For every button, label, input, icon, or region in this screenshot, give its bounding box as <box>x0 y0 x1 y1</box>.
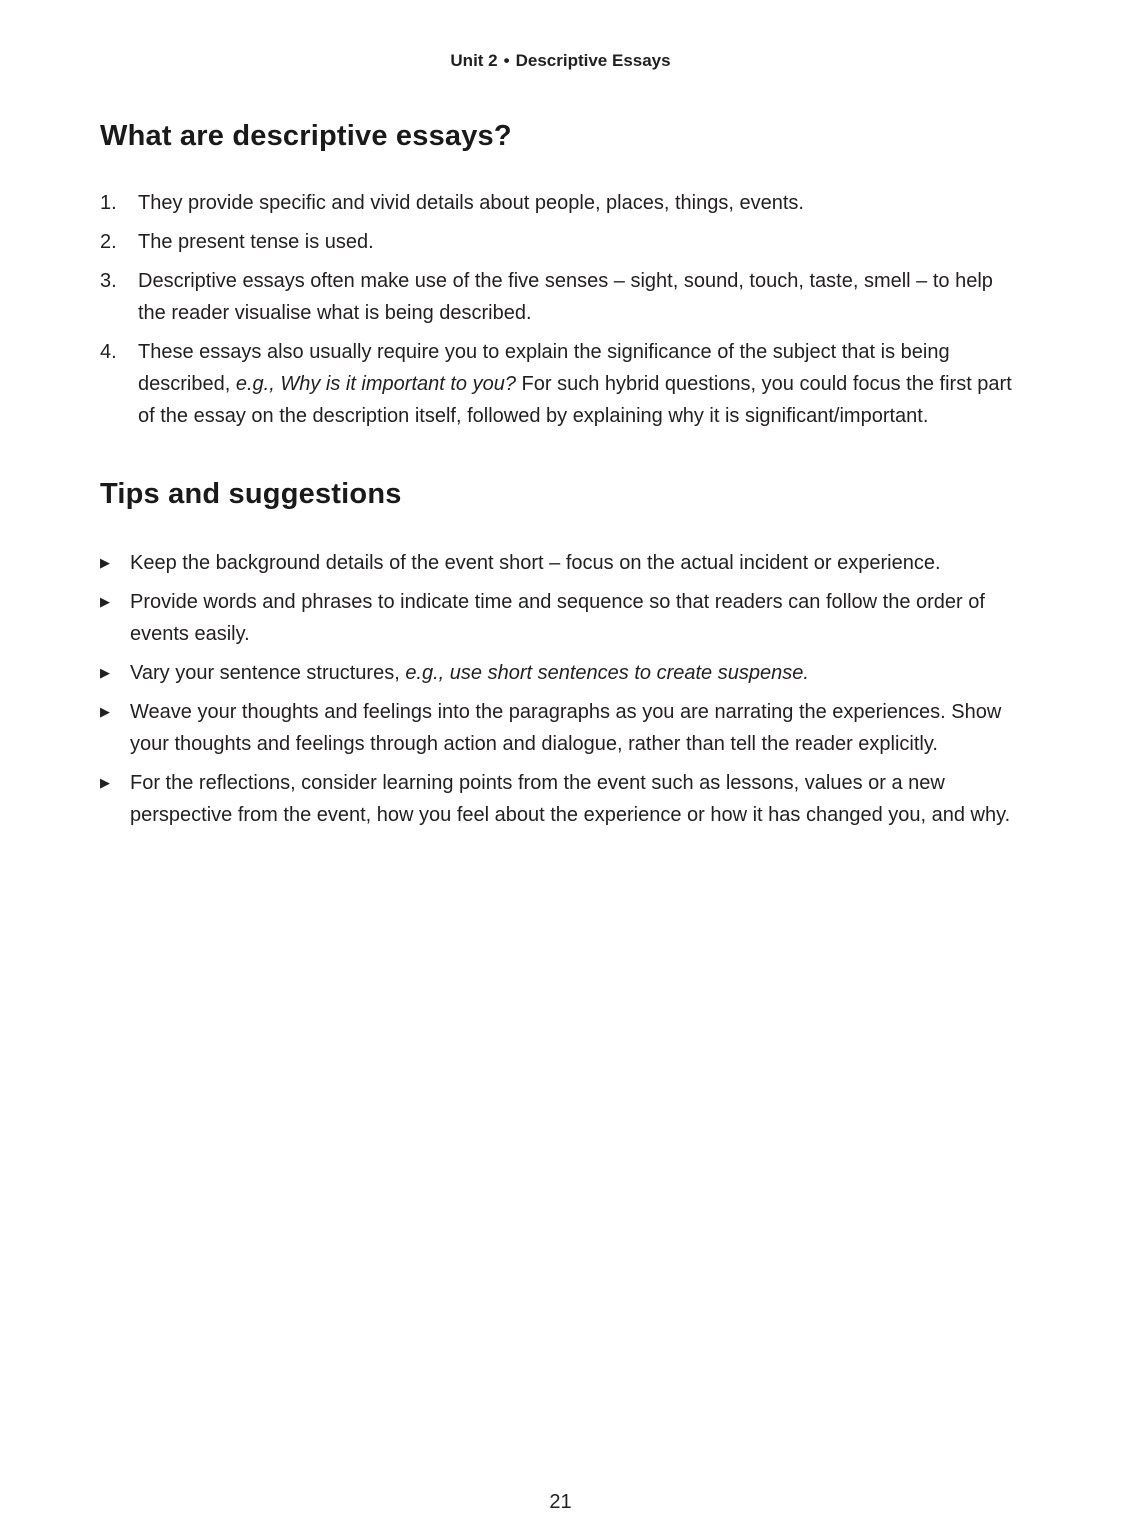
bullet-text <box>130 657 1021 689</box>
bullet-text-segment: Provide words and phrases to indicate time and sequence so that readers can follow the order of events easily. <box>130 591 985 645</box>
item-text-segment: Descriptive essays often make use of the five senses – sight, sound, touch, taste, smell – to help the reader visualise what is being described. <box>138 270 993 324</box>
header-title: Descriptive Essays <box>515 51 671 70</box>
list-item <box>100 187 1021 219</box>
bullet-text <box>130 586 1021 650</box>
item-text-segment: They provide specific and vivid details about people, places, things, events. <box>138 192 804 214</box>
item-number: 4. <box>100 341 117 363</box>
separator-bullet-icon: • <box>503 51 510 70</box>
item-text-segment: These essays also usually require you to explain the significance of the subject that is being described, <box>138 341 950 395</box>
bullet-item <box>100 657 1021 689</box>
bullet-item <box>100 547 1021 579</box>
section-heading-tips-and-suggestions: Tips and suggestions <box>100 478 402 510</box>
bullet-text <box>130 767 1021 831</box>
item-text-italic-segment: e.g., Why is it important to you? <box>235 373 516 395</box>
bullet-text <box>130 696 1021 760</box>
item-text <box>138 187 1021 219</box>
item-text <box>138 226 1021 258</box>
item-text <box>138 336 1021 432</box>
triangle-bullet-icon: ▶ <box>100 775 110 790</box>
bullet-item <box>100 696 1021 760</box>
list-item <box>100 265 1021 329</box>
triangle-bullet-icon: ▶ <box>100 555 110 570</box>
bullet-text-segment: Vary your sentence structures, <box>130 662 406 684</box>
page-header <box>100 50 1021 72</box>
item-number: 2. <box>100 231 117 253</box>
item-text-segment: The present tense is used. <box>138 231 374 253</box>
section-heading-what-are-descriptive-essays: What are descriptive essays? <box>100 120 512 152</box>
bullet-item <box>100 586 1021 650</box>
page-number: 21 <box>549 1491 572 1513</box>
bullet-item <box>100 767 1021 831</box>
unit-label: Unit 2 <box>450 51 498 70</box>
bullet-text <box>130 547 1021 579</box>
item-text-segment: For such hybrid questions, you could focus the first part of the essay on the description itself, followed by explaining why it is significant/important. <box>138 373 1012 427</box>
bullet-text-segment: Weave your thoughts and feelings into the paragraphs as you are narrating the experiences. Show your thoughts and feelings through action and dialogue, rather than tell the reader explicitly. <box>130 701 1002 755</box>
triangle-bullet-icon: ▶ <box>100 665 110 680</box>
item-number: 3. <box>100 270 117 292</box>
item-text <box>138 265 1021 329</box>
bullet-text-italic-segment: e.g., use short sentences to create suspense. <box>405 662 809 684</box>
list-item <box>100 226 1021 258</box>
triangle-bullet-icon: ▶ <box>100 704 110 719</box>
triangle-bullet-icon: ▶ <box>100 594 110 609</box>
bullet-text-segment: For the reflections, consider learning points from the event such as lessons, values or a new perspective from the event, how you feel about the experience or how it has changed you, and why. <box>130 772 1011 826</box>
bullet-text-segment: Keep the background details of the event short – focus on the actual incident or experience. <box>130 552 941 574</box>
list-item <box>100 336 1021 432</box>
bullet-list <box>100 547 1021 831</box>
numbered-list <box>100 187 1021 432</box>
item-number: 1. <box>100 192 117 214</box>
